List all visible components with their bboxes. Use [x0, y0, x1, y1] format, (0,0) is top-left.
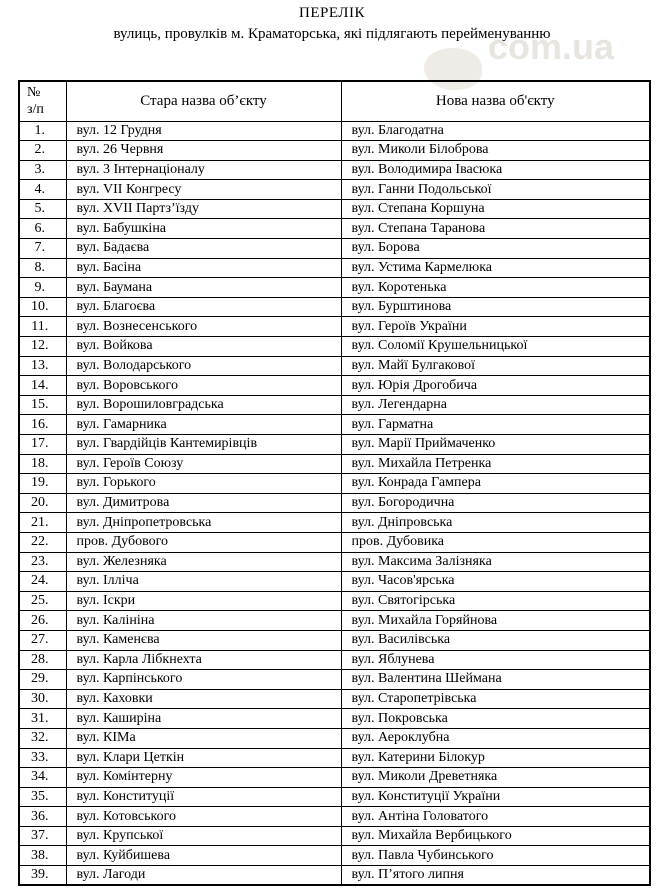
new-name-cell: вул. П’ятого липня: [341, 866, 650, 886]
new-name-cell: вул. Святогірська: [341, 591, 650, 611]
row-number: 29.: [19, 670, 66, 690]
new-name-cell: вул. Антіна Головатого: [341, 807, 650, 827]
row-number: 12.: [19, 337, 66, 357]
document-subtitle: вулиць, провулків м. Краматорська, які підлягають перейменуванню: [113, 26, 551, 42]
old-name-cell: вул. Іскри: [66, 591, 341, 611]
table-row: [19, 121, 650, 141]
table-row: [19, 787, 650, 807]
old-name-cell: вул. Каховки: [66, 689, 341, 709]
old-name-cell: вул. Карла Лібкнехта: [66, 650, 341, 670]
row-number: 2.: [19, 141, 66, 161]
streets-rename-table: [18, 80, 651, 886]
row-number: 3.: [19, 160, 66, 180]
table-row: [19, 337, 650, 357]
header-row: [19, 81, 650, 121]
table-row: [19, 513, 650, 533]
row-number: 4.: [19, 180, 66, 200]
table-body: [19, 121, 650, 885]
row-number: 26.: [19, 611, 66, 631]
new-name-cell: вул. Устима Кармелюка: [341, 258, 650, 278]
old-name-cell: вул. Дніпропетровська: [66, 513, 341, 533]
old-name-cell: вул. 3 Інтернаціоналу: [66, 160, 341, 180]
row-number: 34.: [19, 768, 66, 788]
row-number: 37.: [19, 826, 66, 846]
old-name-cell: вул. Благоєва: [66, 297, 341, 317]
row-number: 1.: [19, 121, 66, 141]
row-number: 28.: [19, 650, 66, 670]
old-name-cell: вул. Гамарника: [66, 415, 341, 435]
table-row: [19, 572, 650, 592]
row-number: 8.: [19, 258, 66, 278]
old-name-cell: вул. Бадаєва: [66, 239, 341, 259]
table-row: [19, 532, 650, 552]
new-name-cell: вул. Коротенька: [341, 278, 650, 298]
new-name-cell: вул. Катерини Білокур: [341, 748, 650, 768]
new-name-cell: вул. Ганни Подольської: [341, 180, 650, 200]
old-name-cell: вул. Карпінського: [66, 670, 341, 690]
table-row: [19, 552, 650, 572]
old-name-cell: вул. Каширіна: [66, 709, 341, 729]
row-number: 24.: [19, 572, 66, 592]
table-row: [19, 199, 650, 219]
row-number: 36.: [19, 807, 66, 827]
row-number: 10.: [19, 297, 66, 317]
new-name-cell: вул. Конрада Гампера: [341, 474, 650, 494]
table-row: [19, 670, 650, 690]
old-name-cell: вул. Каменєва: [66, 630, 341, 650]
old-name-cell: вул. Басіна: [66, 258, 341, 278]
old-name-cell: вул. VII Конгресу: [66, 180, 341, 200]
column-header-number: [19, 81, 66, 121]
table-row: [19, 807, 650, 827]
row-number: 39.: [19, 866, 66, 886]
old-name-cell: вул. 26 Червня: [66, 141, 341, 161]
old-name-cell: вул. Войкова: [66, 337, 341, 357]
row-number: 9.: [19, 278, 66, 298]
old-name-cell: вул. Володарського: [66, 356, 341, 376]
row-number: 6.: [19, 219, 66, 239]
new-name-cell: вул. Валентина Шеймана: [341, 670, 650, 690]
new-name-cell: вул. Аероклубна: [341, 728, 650, 748]
new-name-cell: вул. Соломії Крушельницької: [341, 337, 650, 357]
table-row: [19, 160, 650, 180]
new-name-cell: вул. Легендарна: [341, 395, 650, 415]
old-name-cell: вул. Баумана: [66, 278, 341, 298]
row-number: 5.: [19, 199, 66, 219]
table-row: [19, 415, 650, 435]
row-number: 30.: [19, 689, 66, 709]
row-number: 35.: [19, 787, 66, 807]
row-number: 25.: [19, 591, 66, 611]
new-name-cell: вул. Володимира Івасюка: [341, 160, 650, 180]
table-row: [19, 356, 650, 376]
table-row: [19, 591, 650, 611]
column-header-new-name: Нова назва об'єкту: [341, 81, 650, 121]
row-number: 21.: [19, 513, 66, 533]
column-header-number-line1: №: [27, 85, 41, 101]
old-name-cell: вул. Вознесенського: [66, 317, 341, 337]
table-row: [19, 689, 650, 709]
table-row: [19, 728, 650, 748]
table-row: [19, 297, 650, 317]
old-name-cell: вул. XVII Партз’їзду: [66, 199, 341, 219]
table-row: [19, 709, 650, 729]
table-row: [19, 180, 650, 200]
new-name-cell: вул. Майї Булгакової: [341, 356, 650, 376]
table-row: [19, 278, 650, 298]
table-row: [19, 826, 650, 846]
old-name-cell: вул. КІМа: [66, 728, 341, 748]
old-name-cell: вул. 12 Грудня: [66, 121, 341, 141]
old-name-cell: вул. Куйбишева: [66, 846, 341, 866]
column-header-old-name: Стара назва об’єкту: [66, 81, 341, 121]
table-row: [19, 317, 650, 337]
row-number: 33.: [19, 748, 66, 768]
old-name-cell: пров. Дубового: [66, 532, 341, 552]
new-name-cell: вул. Дніпровська: [341, 513, 650, 533]
new-name-cell: вул. Часов'ярська: [341, 572, 650, 592]
row-number: 18.: [19, 454, 66, 474]
table-row: [19, 454, 650, 474]
row-number: 22.: [19, 532, 66, 552]
row-number: 17.: [19, 435, 66, 455]
new-name-cell: вул. Василівська: [341, 630, 650, 650]
row-number: 15.: [19, 395, 66, 415]
new-name-cell: вул. Юрія Дрогобича: [341, 376, 650, 396]
new-name-cell: вул. Марії Приймаченко: [341, 435, 650, 455]
new-name-cell: вул. Бурштинова: [341, 297, 650, 317]
old-name-cell: вул. Димитрова: [66, 493, 341, 513]
row-number: 32.: [19, 728, 66, 748]
new-name-cell: пров. Дубовика: [341, 532, 650, 552]
old-name-cell: вул. Героїв Союзу: [66, 454, 341, 474]
new-name-cell: вул. Михайла Вербицького: [341, 826, 650, 846]
new-name-cell: вул. Максима Залізняка: [341, 552, 650, 572]
new-name-cell: вул. Героїв України: [341, 317, 650, 337]
table-row: [19, 611, 650, 631]
new-name-cell: вул. Степана Таранова: [341, 219, 650, 239]
new-name-cell: вул. Михайла Петренка: [341, 454, 650, 474]
column-header-number-line2: з/п: [27, 102, 44, 118]
table-row: [19, 768, 650, 788]
old-name-cell: вул. Клари Цеткін: [66, 748, 341, 768]
table-row: [19, 395, 650, 415]
site-watermark: com.ua: [488, 26, 615, 67]
new-name-cell: вул. Благодатна: [341, 121, 650, 141]
row-number: 7.: [19, 239, 66, 259]
row-number: 16.: [19, 415, 66, 435]
row-number: 14.: [19, 376, 66, 396]
new-name-cell: вул. Старопетрівська: [341, 689, 650, 709]
document-title: ПЕРЕЛІК: [299, 5, 365, 21]
table-row: [19, 748, 650, 768]
old-name-cell: вул. Воровського: [66, 376, 341, 396]
old-name-cell: вул. Железняка: [66, 552, 341, 572]
new-name-cell: вул. Миколи Білоброва: [341, 141, 650, 161]
table-row: [19, 493, 650, 513]
new-name-cell: вул. Гарматна: [341, 415, 650, 435]
table-row: [19, 650, 650, 670]
new-name-cell: вул. Михайла Горяйнова: [341, 611, 650, 631]
old-name-cell: вул. Гвардійців Кантемирівців: [66, 435, 341, 455]
table-header: [19, 81, 650, 121]
row-number: 20.: [19, 493, 66, 513]
old-name-cell: вул. Лагоди: [66, 866, 341, 886]
row-number: 23.: [19, 552, 66, 572]
table-row: [19, 474, 650, 494]
old-name-cell: вул. Ілліча: [66, 572, 341, 592]
new-name-cell: вул. Миколи Древетняка: [341, 768, 650, 788]
row-number: 19.: [19, 474, 66, 494]
new-name-cell: вул. Павла Чубинського: [341, 846, 650, 866]
row-number: 31.: [19, 709, 66, 729]
row-number: 13.: [19, 356, 66, 376]
row-number: 27.: [19, 630, 66, 650]
table-row: [19, 435, 650, 455]
old-name-cell: вул. Комінтерну: [66, 768, 341, 788]
table-row: [19, 239, 650, 259]
table-row: [19, 630, 650, 650]
old-name-cell: вул. Крупської: [66, 826, 341, 846]
new-name-cell: вул. Конституції України: [341, 787, 650, 807]
table-row: [19, 846, 650, 866]
new-name-cell: вул. Степана Коршуна: [341, 199, 650, 219]
table-row: [19, 219, 650, 239]
table-row: [19, 258, 650, 278]
old-name-cell: вул. Конституції: [66, 787, 341, 807]
table-row: [19, 376, 650, 396]
old-name-cell: вул. Котовського: [66, 807, 341, 827]
old-name-cell: вул. Ворошиловградська: [66, 395, 341, 415]
table-row: [19, 141, 650, 161]
row-number: 11.: [19, 317, 66, 337]
old-name-cell: вул. Бабушкіна: [66, 219, 341, 239]
new-name-cell: вул. Яблунева: [341, 650, 650, 670]
table-row: [19, 866, 650, 886]
new-name-cell: вул. Борова: [341, 239, 650, 259]
old-name-cell: вул. Калініна: [66, 611, 341, 631]
row-number: 38.: [19, 846, 66, 866]
new-name-cell: вул. Покровська: [341, 709, 650, 729]
old-name-cell: вул. Горького: [66, 474, 341, 494]
new-name-cell: вул. Богородична: [341, 493, 650, 513]
